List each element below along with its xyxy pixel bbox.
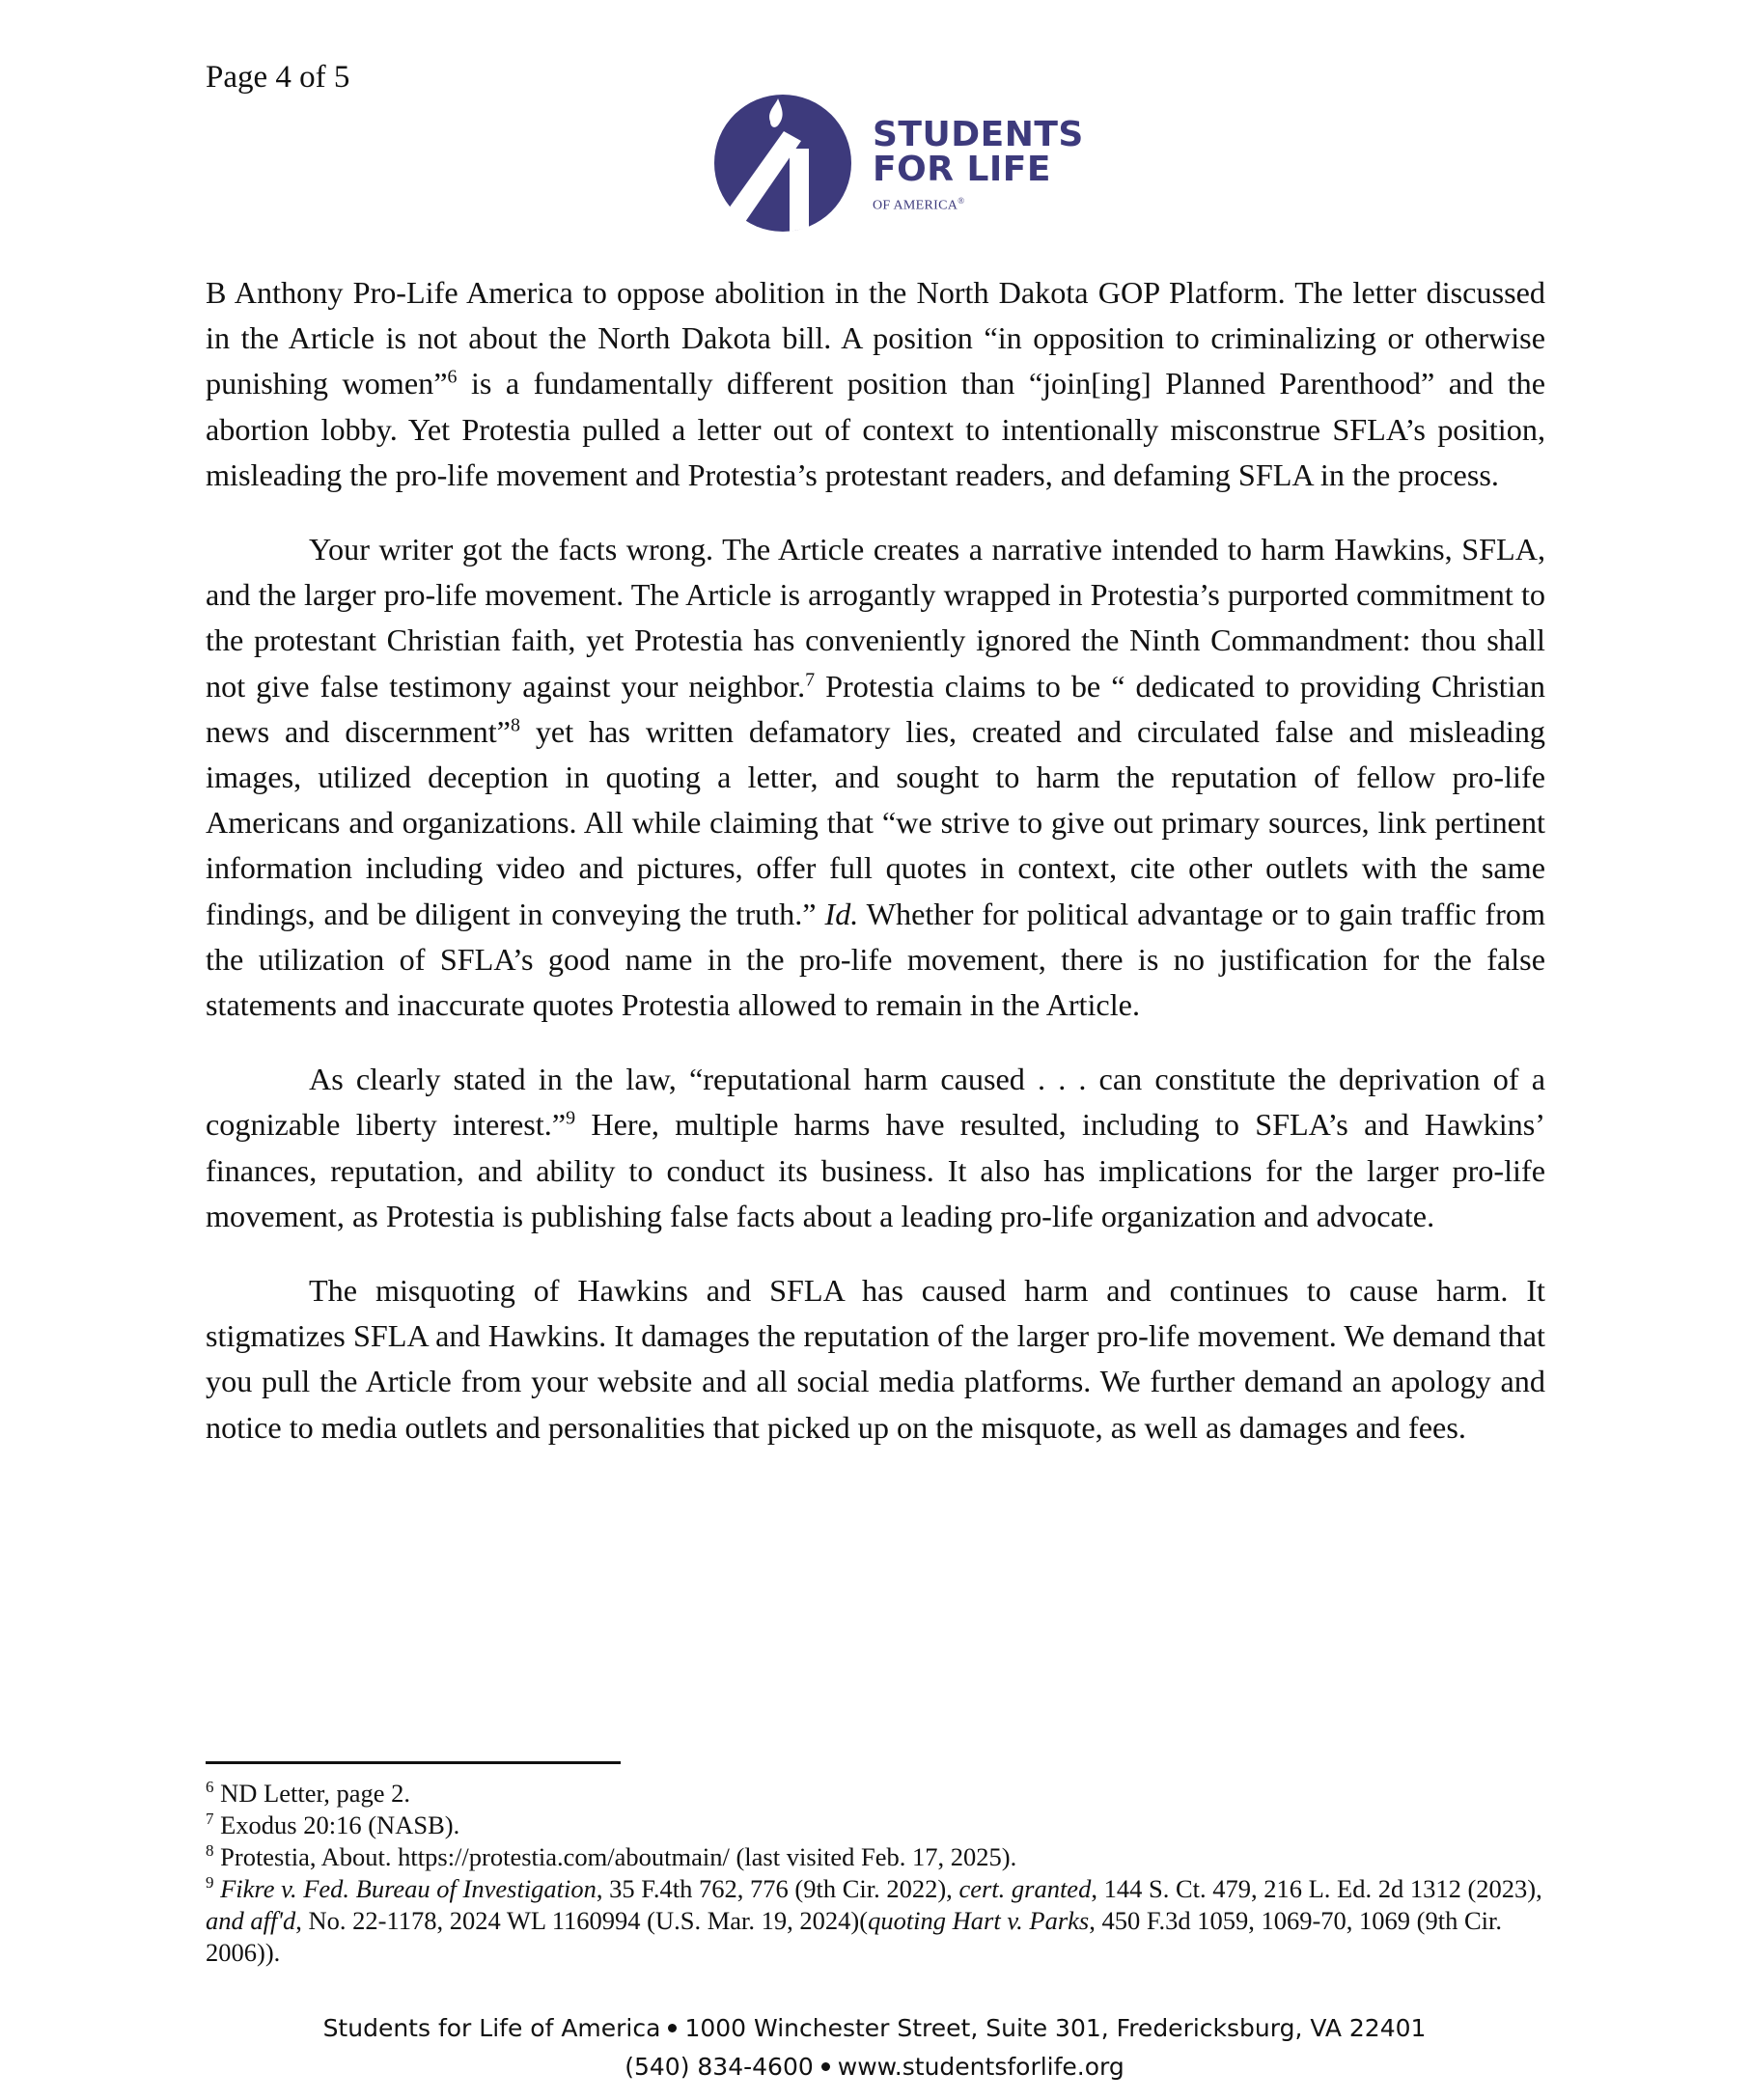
footer-line-1 — [0, 2009, 1749, 2048]
footnote-9: $^9$ Fikre v. Fed. Bureau of Investigation, 35 F.4th 762, 776 (9th Cir. 2022), cert. granted, 144 S. Ct. 479, 216 L. Ed. 2d 1312 (2023), and aff'd, No. 22-1178, 2024 WL 1160994 (U.S. Mar. 19, 2024)(quoting Hart v. Parks, 450 F.3d 1059, 1069-70, 1069 (9th Cir. 2006)). — [206, 1873, 1542, 1967]
bullet-separator — [821, 2062, 830, 2071]
paragraph-2: Your writer got the facts wrong. The Article creates a narrative intended to harm Hawkins, SFLA, and the larger pro-life movement. The Article is arrogantly wrapped in Protestia’s purported commitment to the protestant Christian faith, yet Protestia has conveniently ignored the Ninth Commandment: thou shall not give false testimony against your neighbor.$^7$ Protestia claims to be “ dedicated to providing Christian news and discernment”$^8$ yet has written defamatory lies, created and circulated false and misleading images, utilized deception in quoting a letter, and sought to harm the reputation of fellow pro-life Americans and organizations. All while claiming that “we strive to give out primary sources, link pertinent information including video and pictures, offer full quotes in context, cite other outlets with the same findings, and be diligent in conveying the truth.” Id. Whether for political advantage or to gain traffic from the utilization of SFLA’s good name in the pro-life movement, there is no justification for the false statements and inaccurate quotes Protestia allowed to remain in the Article. — [206, 532, 1546, 1023]
registered-mark: ® — [958, 196, 965, 206]
bullet-separator — [668, 2024, 677, 2032]
paragraph-4: The misquoting of Hawkins and SFLA has caused harm and continues to cause harm. It stigmatizes SFLA and Hawkins. It damages the reputation of the larger pro-life movement. We demand that you pull the Article from your website and all social media platforms. We further demand an apology and notice to media outlets and personalities that picked up on the misquote, as well as damages and fees. — [206, 1273, 1545, 1445]
logo-line-2: FOR LIFE — [873, 150, 1051, 189]
students-for-life-logo — [714, 95, 1100, 235]
page-number: Page 4 of 5 — [206, 60, 350, 95]
footer-line-2 — [0, 2048, 1749, 2086]
candle-logo-icon — [714, 95, 851, 232]
footer-org: Students for Life of America — [322, 2014, 661, 2042]
letter-body — [206, 270, 1545, 1479]
footnote-7: $^7$ Exodus 20:16 (NASB). — [206, 1810, 460, 1839]
logo-line-3: OF AMERICA — [873, 198, 958, 213]
paragraph-3: As clearly stated in the law, “reputational harm caused . . . can constitute the deprivation of a cognizable liberty interest.”$^9$ Here, multiple harms have resulted, including to SFLA’s and Hawkins’ finances, reputation, and ability to conduct its business. It also has implications for the larger pro-life movement, as Protestia is publishing false facts about a leading pro-life organization and advocate. — [206, 1062, 1546, 1233]
footnote-8: $^8$ Protestia, About. https://protestia.com/aboutmain/ (last visited Feb. 17, 2025). — [206, 1841, 1017, 1871]
footnote-divider — [206, 1761, 621, 1764]
footer-website[interactable]: www.studentsforlife.org — [837, 2053, 1124, 2081]
footer-phone: (540) 834-4600 — [625, 2053, 814, 2081]
footnotes — [206, 1778, 1545, 1969]
paragraph-1: B Anthony Pro-Life America to oppose abolition in the North Dakota GOP Platform. The letter discussed in the Article is not about the North Dakota bill. A position “in opposition to criminalizing or otherwise punishing women”$^6$ is a fundamentally different position than “join[ing] Planned Parenthood” and the abortion lobby. Yet Protestia pulled a letter out of context to intentionally misconstrue SFLA’s position, misleading the pro-life movement and Protestia’s protestant readers, and defaming SFLA in the process. — [206, 275, 1546, 492]
id-citation: Id. — [824, 896, 859, 931]
footer-address: 1000 Winchester Street, Suite 301, Fredericksburg, VA 22401 — [684, 2014, 1427, 2042]
page-footer — [0, 2009, 1749, 2086]
footnote-ref-9[interactable]: 9 — [566, 1107, 576, 1129]
logo-wordmark — [873, 115, 1084, 216]
logo-line-1: STUDENTS — [873, 115, 1084, 154]
footnote-ref-8[interactable]: 8 — [510, 714, 520, 736]
footnote-ref-6[interactable]: 6 — [447, 366, 458, 388]
footnote-6: $^6$ ND Letter, page 2. — [206, 1778, 410, 1808]
footnote-ref-7[interactable]: 7 — [805, 668, 816, 690]
